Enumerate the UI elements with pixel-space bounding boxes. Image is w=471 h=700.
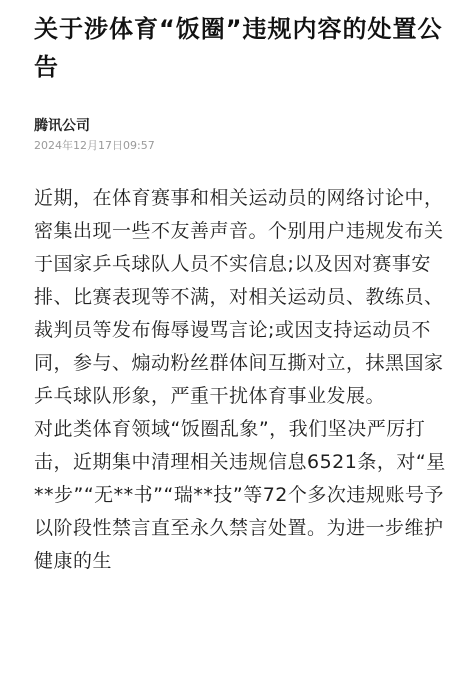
article-timestamp: 2024年12月17日09:57 <box>34 139 155 152</box>
article-paragraph: 近期，在体育赛事和相关运动员的网络讨论中，密集出现一些不友善声音。个别用户违规发布关于国家乒乓球队人员不实信息;以及因对赛事安排、比赛表现等不满，对相关运动员、教练员、裁判员等发布侮辱谩骂言论;或因支持运动员不同，参与、煽动粉丝群体间互撕对立，抹黑国家乒乓球队形象，严重干扰体育事业发展。 <box>34 187 444 407</box>
article-body <box>34 182 447 578</box>
article-title: 关于涉体育“饭圈”违规内容的处置公告 <box>34 15 443 81</box>
article-author[interactable]: 腾讯公司 <box>34 118 90 134</box>
article-paragraph: 对此类体育领域“饭圈乱象”，我们坚决严厉打击，近期集中清理相关违规信息6521条，对“星**步”“无**书”“瑞**技”等72个多次违规账号予以阶段性禁言直至永久禁言处置。为进一步维护健康的生 <box>34 418 446 572</box>
